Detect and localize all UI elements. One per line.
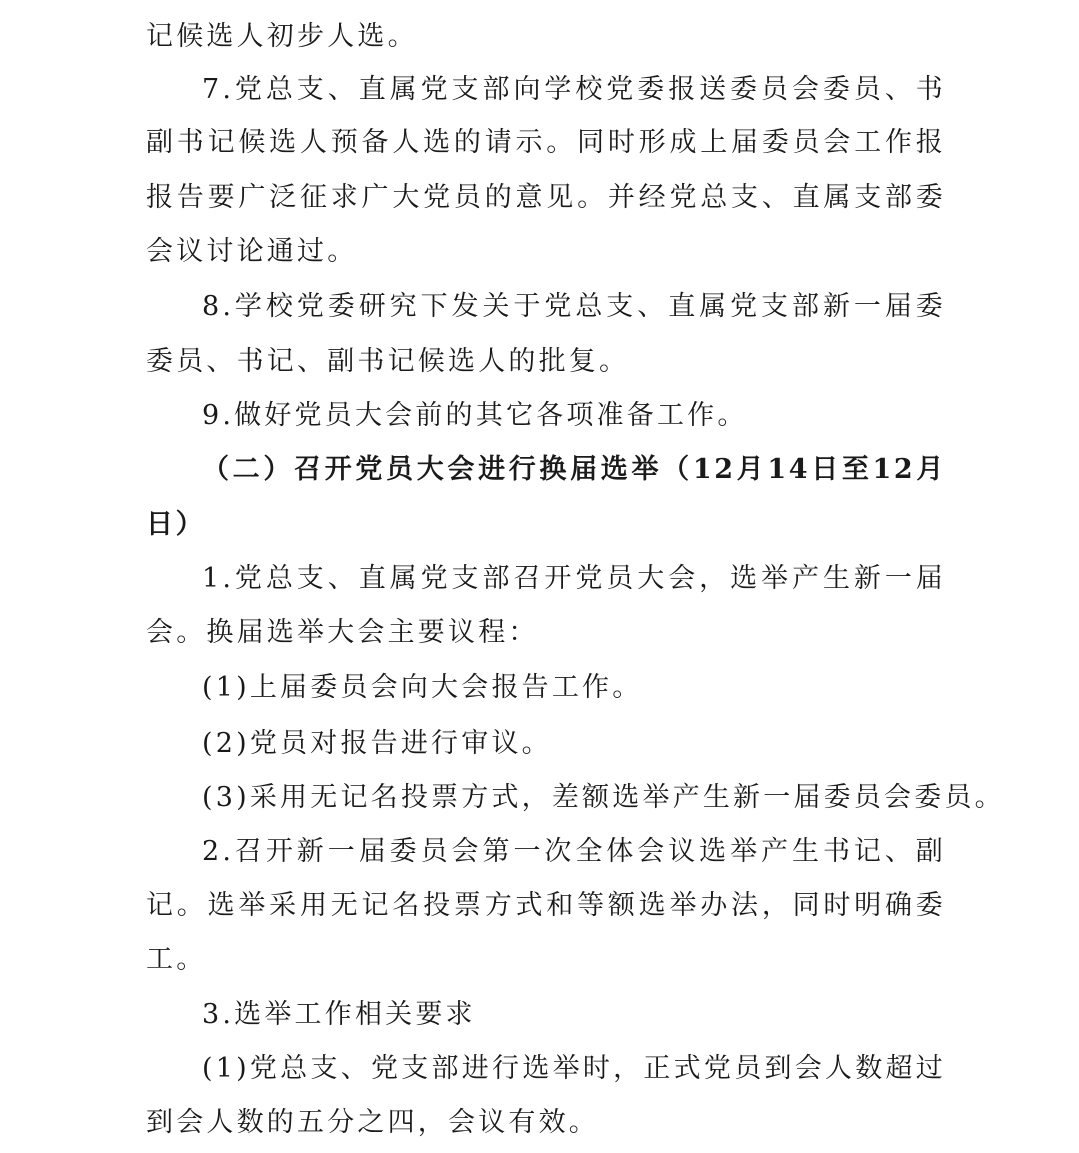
- paragraph-line: 会。换届选举大会主要议程：: [146, 617, 539, 648]
- list-item: (2)党员对报告进行审议。: [202, 728, 552, 759]
- paragraph-line: 报告要广泛征求广大党员的意见。并经党总支、直属支部委: [146, 182, 946, 213]
- paragraph-line: 1.党总支、直属党支部召开党员大会，选举产生新一届: [202, 563, 946, 594]
- paragraph-line: 委员、书记、副书记候选人的批复。: [146, 346, 630, 377]
- list-item: (3)采用无记名投票方式，差额选举产生新一届委员会委员。: [202, 782, 1005, 813]
- paragraph-line: 记。选举采用无记名投票方式和等额选举办法，同时明确委: [146, 890, 946, 921]
- paragraph-line: 8.学校党委研究下发关于党总支、直属党支部新一届委: [202, 291, 946, 322]
- paragraph-line: 会议讨论通过。: [146, 236, 358, 267]
- paragraph-line: 副书记候选人预备人选的请示。同时形成上届委员会工作报: [146, 127, 946, 158]
- list-item: (1)党总支、党支部进行选举时，正式党员到会人数超过: [202, 1053, 946, 1084]
- paragraph-line: 到会人数的五分之四，会议有效。: [146, 1107, 599, 1138]
- paragraph-line: 工。: [146, 944, 207, 975]
- paragraph-line: 3.选举工作相关要求: [202, 999, 476, 1030]
- section-heading: （二）召开党员大会进行换届选举（12月14日至12月: [202, 454, 946, 485]
- paragraph-line: 记候选人初步人选。: [146, 21, 418, 52]
- paragraph-line: 9.做好党员大会前的其它各项准备工作。: [202, 400, 748, 431]
- section-heading: 日）: [146, 509, 206, 540]
- paragraph-line: 7.党总支、直属党支部向学校党委报送委员会委员、书: [202, 74, 946, 105]
- paragraph-line: 2.召开新一届委员会第一次全体会议选举产生书记、副: [202, 836, 946, 867]
- list-item: (1)上届委员会向大会报告工作。: [202, 672, 643, 703]
